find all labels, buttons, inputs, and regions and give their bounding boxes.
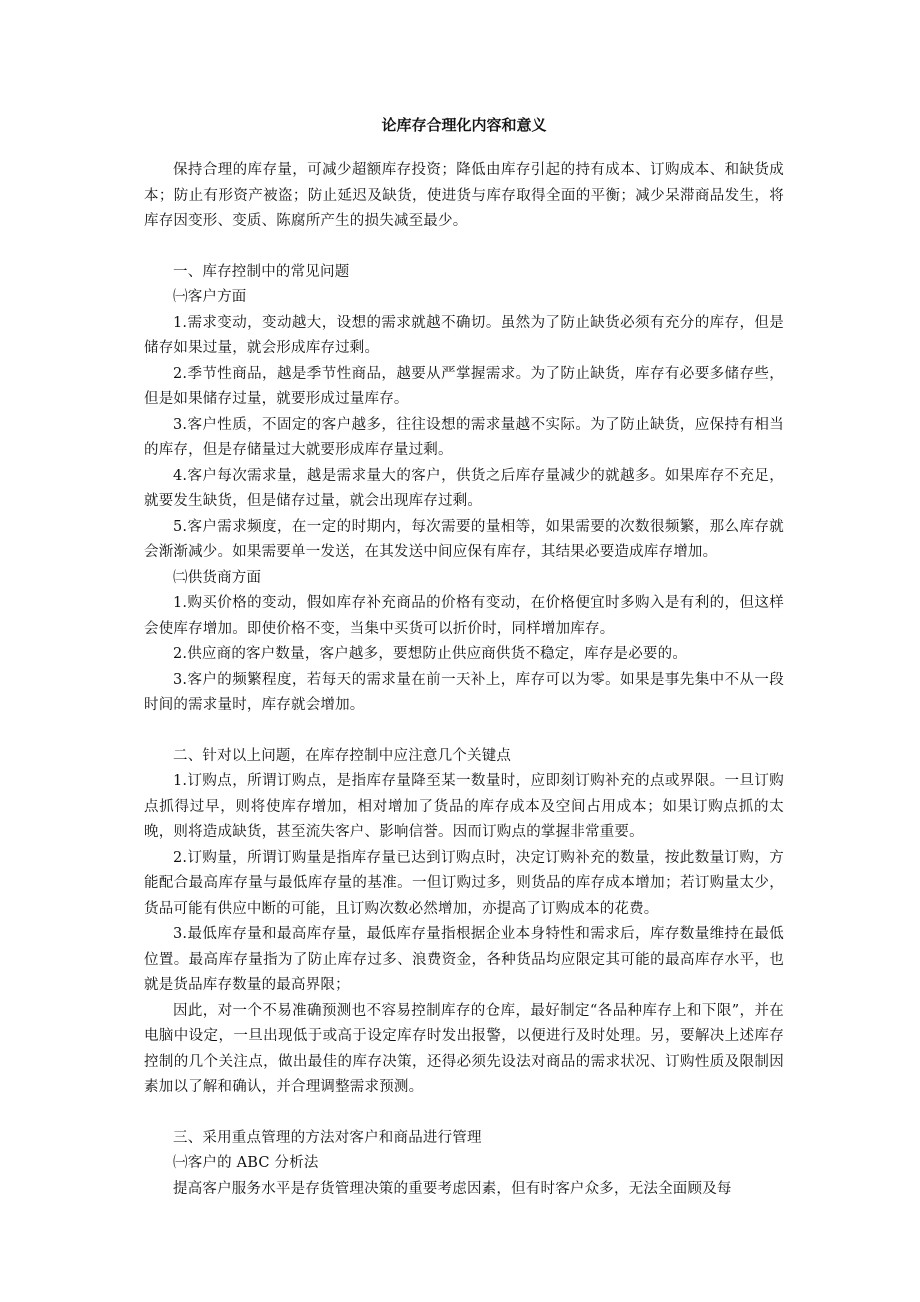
document-page bbox=[144, 112, 784, 1202]
spacer bbox=[144, 719, 784, 744]
section3-subheading-abc: ㈠客户的 ABC 分析法 bbox=[173, 1155, 319, 1171]
section1-heading: 一、库存控制中的常见问题 bbox=[173, 263, 350, 280]
section2-item-4: 因此，对一个不易准确预测也不容易控制库存的仓库，最好制定“各品种库存上和下限”，并在电脑中设定，一旦出现低于或高于设定库存时发出报警，以便进行及时处理。另，要解决上述库存控制的几个关注点，做出最佳的库存决策，还得必须先设法对商品的需求状况、订购性质及限制因素加以了解和确认，并合理调整需求预测。 bbox=[144, 1002, 784, 1095]
section1-customer-item-3: 3.客户性质，不固定的客户越多，往往设想的需求量越不实际。为了防止缺货，应保持有相当的库存，但是存储量过大就要形成库存量过剩。 bbox=[144, 416, 784, 458]
section1-subheading-customer: ㈠客户方面 bbox=[173, 289, 247, 305]
section1-supplier-item-1: 1.购买价格的变动，假如库存补充商品的价格有变动，在价格便宜时多购入是有利的，但这样会使库存增加。即使价格不变，当集中买货可以折价时，同样增加库存。 bbox=[144, 595, 784, 637]
document-title: 论库存合理化内容和意义 bbox=[381, 116, 547, 134]
section2-item-2: 2.订购量，所谓订购量是指库存量已达到订购点时，决定订购补充的数量，按此数量订购，方能配合最高库存量与最低库存量的基准。一但订购过多，则货品的库存成本增加；若订购量太少，货品可能有供应中断的可能，且订购次数必然增加，亦提高了订购成本的花费。 bbox=[144, 849, 784, 917]
section2-item-1: 1.订购点，所谓订购点，是指库存量降至某一数量时，应即刻订购补充的点或界限。一旦订购点抓得过早，则将使库存增加，相对增加了货品的库存成本及空间占用成本；如果订购点抓的太晚，则将造成缺货，甚至流失客户、影响信誉。因而订购点的掌握非常重要。 bbox=[144, 773, 784, 840]
section3-heading: 三、采用重点管理的方法对客户和商品进行管理 bbox=[173, 1129, 482, 1146]
section1-subheading-supplier: ㈡供货商方面 bbox=[173, 569, 262, 586]
spacer bbox=[144, 235, 784, 260]
section1-customer-item-4: 4.客户每次需求量，越是需求量大的客户，供货之后库存量减少的就越多。如果库存不充足，就要发生缺货，但是储存过量，就会出现库存过剩。 bbox=[144, 467, 784, 509]
section2-heading: 二、针对以上问题，在库存控制中应注意几个关键点 bbox=[173, 747, 512, 764]
section1-supplier-item-2: 2.供应商的客户数量，客户越多，要想防止供应商供货不稳定，库存是必要的。 bbox=[173, 646, 688, 662]
section1-customer-item-1: 1.需求变动，变动越大，设想的需求就越不确切。虽然为了防止缺货必须有充分的库存，但是储存如果过量，就会形成库存过剩。 bbox=[144, 314, 784, 356]
spacer bbox=[144, 1101, 784, 1126]
section1-supplier-item-3: 3.客户的频繁程度，若每天的需求量在前一天补上，库存可以为零。如果是事先集中不从一段时间的需求量时，库存就会增加。 bbox=[144, 671, 784, 713]
section3-abc-item-1: 提高客户服务水平是存货管理决策的重要考虑因素，但有时客户众多，无法全面顾及每 bbox=[173, 1180, 732, 1197]
section1-customer-item-2: 2.季节性商品，越是季节性商品，越要从严掌握需求。为了防止缺货，库存有必要多储存些，但是如果储存过量，就要形成过量库存。 bbox=[144, 365, 784, 407]
intro-paragraph: 保持合理的库存量，可减少超额库存投资；降低由库存引起的持有成本、订购成本、和缺货成本；防止有形资产被盗；防止延迟及缺货，使进货与库存取得全面的平衡；减少呆滞商品发生，将库存因变形、变质、陈腐所产生的损失减至最少。 bbox=[144, 162, 784, 229]
section1-customer-item-5: 5.客户需求频度，在一定的时期内，每次需要的量相等，如果需要的次数很频繁，那么库存就会渐渐减少。如果需要单一发送，在其发送中间应保有库存，其结果必要造成库存增加。 bbox=[144, 518, 784, 560]
section2-item-3: 3.最低库存量和最高库存量，最低库存量指根据企业本身特性和需求后，库存数量维持在最低位置。最高库存量指为了防止库存过多、浪费资金，各种货品均应限定其可能的最高库存水平，也就是货品库存数量的最高界限； bbox=[144, 926, 784, 993]
